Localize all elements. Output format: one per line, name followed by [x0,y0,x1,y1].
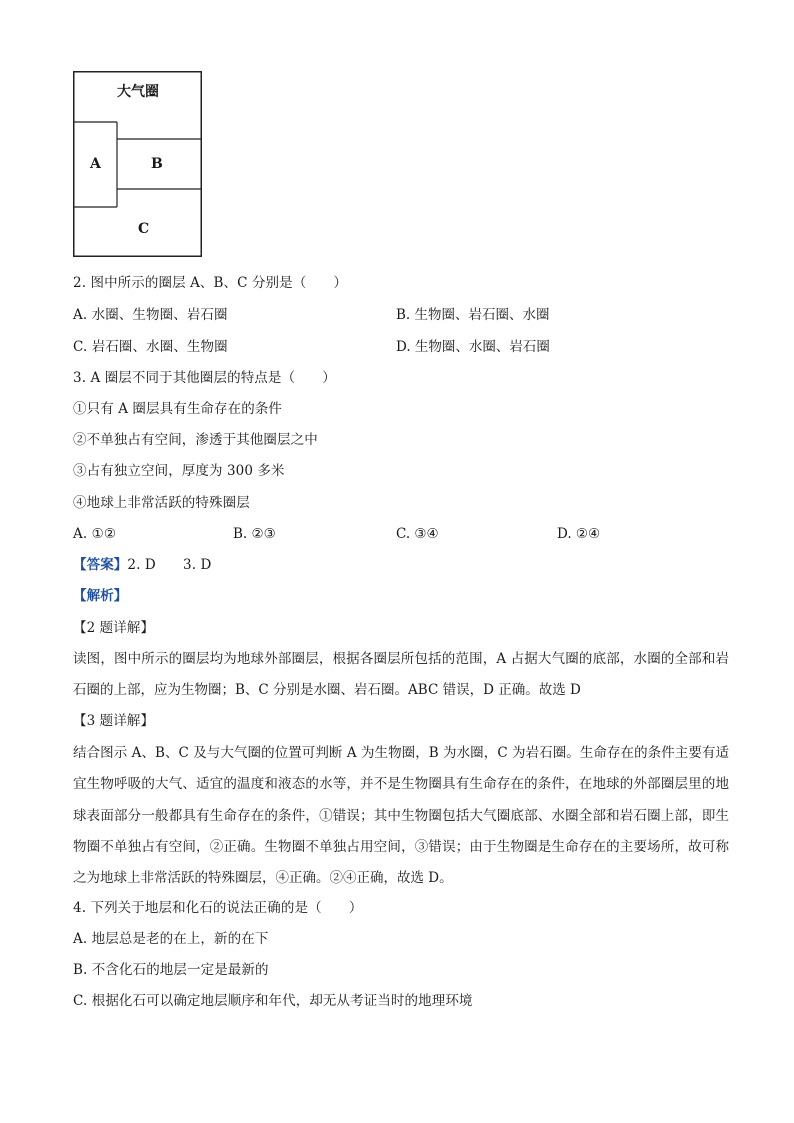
detail-2-tag: 【2 题详解】 [73,620,155,636]
atmosphere-label: 大气圈 [117,84,159,100]
q4-option-a: A. 地层总是老的在上，新的在下 [73,931,269,947]
answer-tag: 【答案】 [73,557,128,573]
question-4-stem: 4. 下列关于地层和化石的说法正确的是（ ） [73,900,363,916]
q3-statement-2: ②不单独占有空间，渗透于其他圈层之中 [73,432,318,448]
q4-option-b: B. 不含化石的地层一定是最新的 [73,962,269,978]
q2-option-b: B. 生物圈、岩石圈、水圈 [396,307,550,323]
answer-text: 2. D 3. D [127,557,212,573]
sphere-c-label: C [138,221,150,237]
question-2-stem: 2. 图中所示的圈层 A、B、C 分别是（ ） [73,275,348,291]
q3-option-a: A. ①② [73,526,117,542]
q2-option-d: D. 生物圈、水圈、岩石圈 [396,339,550,355]
analysis-tag: 【解析】 [73,588,128,604]
question-3-stem: 3. A 圈层不同于其他圈层的特点是（ ） [73,370,336,386]
q3-statement-3: ③占有独立空间，厚度为 300 多米 [73,463,285,479]
sphere-b-label: B [151,156,163,172]
q2-option-c: C. 岩石圈、水圈、生物圈 [73,339,228,355]
detail-2-text: 读图，图中所示的圈层均为地球外部圈层，根据各圈层所包括的范围，A 占据大气圈的底部，水圈的全部和岩石圈的上部，应为生物圈；B、C 分别是水圈、岩石圈。ABC 错误，D 正确。故选 D [73,651,729,699]
detail-3-tag: 【3 题详解】 [73,713,155,729]
q4-option-c: C. 根据化石可以确定地层顺序和年代，却无从考证当时的地理环境 [73,993,473,1009]
q3-statement-4: ④地球上非常活跃的特殊圈层 [73,495,250,511]
detail-3-text: 结合图示 A、B、C 及与大气圈的位置可判断 A 为生物圈，B 为水圈，C 为岩石圈。生命存在的条件主要有适宜生物呼吸的大气、适宜的温度和液态的水等，并不是生物圈具有生命存在的条件，在地球的外部圈层里的地球表面部分一般都具有生命存在的条件，①错误；其中生物圈包括大气圈底部、水圈全部和岩石圈上部，即生物圈不单独占有空间，②正确。生物圈不单独占用空间，③错误；由于生物圈是生命存在的主要场所，故可称之为地球上非常活跃的特殊圈层，④正确。②④正确，故选 D。 [73,745,729,887]
sphere-a-label: A [90,156,101,172]
q3-statement-1: ①只有 A 圈层具有生命存在的条件 [73,401,283,417]
q3-option-d: D. ②④ [557,526,601,542]
q2-option-a: A. 水圈、生物圈、岩石圈 [73,307,228,323]
q3-option-b: B. ②③ [233,526,276,542]
answer-line [73,555,211,575]
q3-option-c: C. ③④ [396,526,439,542]
earth-spheres-diagram [73,71,202,257]
